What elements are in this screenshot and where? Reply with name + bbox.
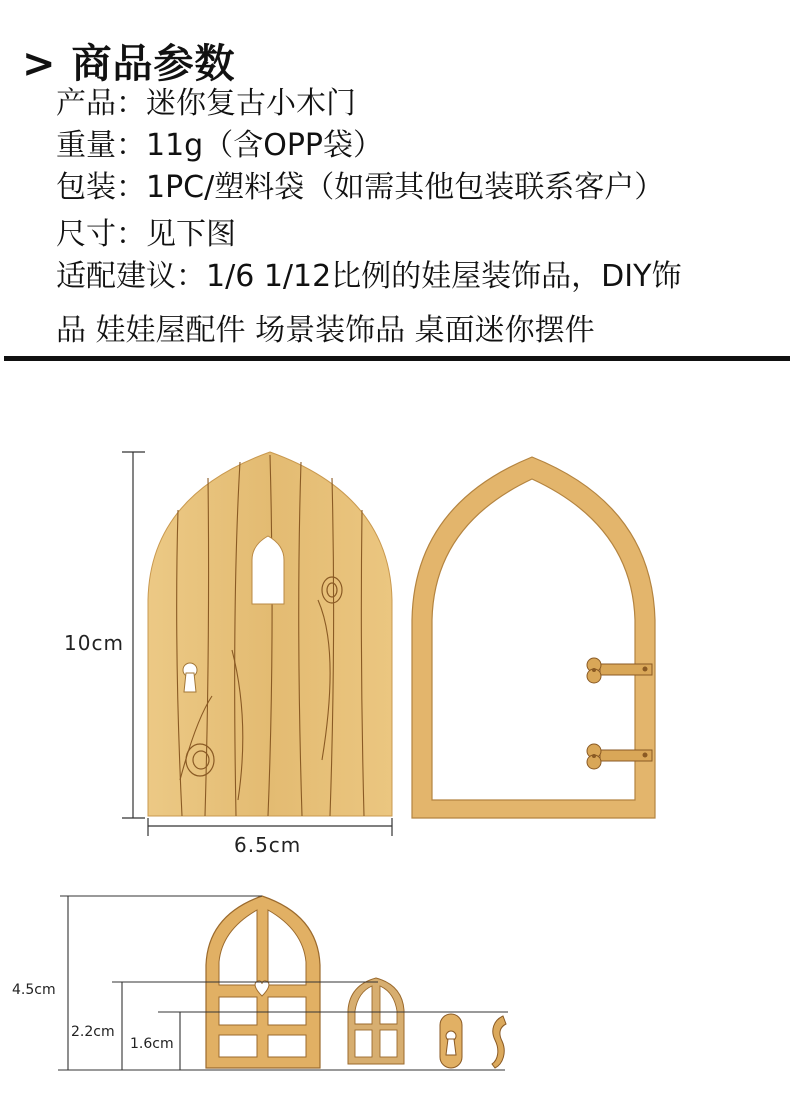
spec-value: 11g（含OPP袋） <box>146 128 384 163</box>
door-frame-image <box>412 457 655 818</box>
handle-image <box>492 1016 506 1068</box>
small-window-image <box>348 978 404 1064</box>
spec-label: 产品： <box>56 86 146 121</box>
spec-label: 尺寸： <box>56 217 146 252</box>
spec-value: 见下图 <box>146 217 236 252</box>
spec-usage-cont: 品 娃娃屋配件 场景装饰品 桌面迷你摆件 <box>56 313 595 348</box>
spec-label: 重量： <box>56 128 146 163</box>
spec-label: 适配建议： <box>56 259 206 294</box>
section-title-text: 商品参数 <box>71 41 236 87</box>
window-small-label: 1.6cm <box>130 1036 174 1052</box>
window-mid-label: 2.2cm <box>71 1024 115 1040</box>
keyhole-plate-image <box>440 1014 462 1068</box>
spec-value: 1/6 1/12比例的娃屋装饰品，DIY饰 <box>206 259 682 294</box>
window-height-label: 4.5cm <box>12 982 56 998</box>
spec-value: 1PC/塑料袋（如需其他包装联系客户） <box>146 170 665 205</box>
door-height-label: 10cm <box>64 631 124 655</box>
spec-value: 迷你复古小木门 <box>146 86 356 121</box>
section-marker: > <box>22 41 57 87</box>
door-width-label: 6.5cm <box>234 833 302 857</box>
keyhole-icon <box>183 663 197 692</box>
solid-door-image <box>148 452 392 816</box>
spec-label: 包装： <box>56 170 146 205</box>
